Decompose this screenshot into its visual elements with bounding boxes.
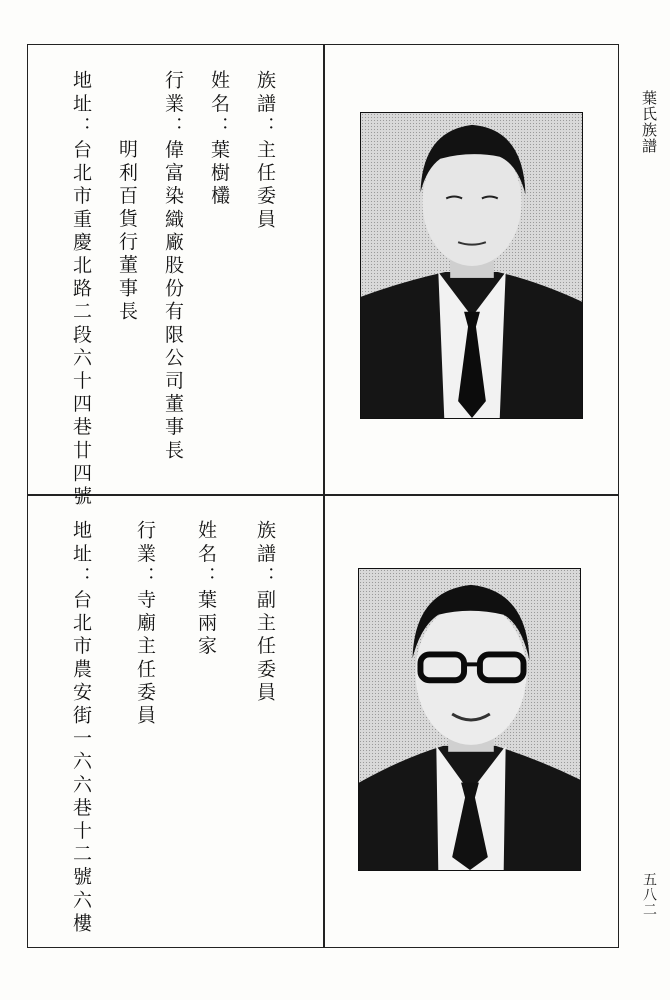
portrait-photo-icon	[361, 113, 582, 418]
row-divider	[27, 494, 619, 496]
entry-2-genealogy: 族譜：副主任委員	[254, 520, 276, 705]
page-number: 五八二	[641, 872, 657, 917]
entry-1-occupation-extra: 明利百貨行董事長	[116, 139, 138, 324]
portrait-photo-1	[360, 112, 583, 419]
column-divider	[323, 44, 325, 948]
entry-1-name: 姓名：葉樹欉	[208, 70, 230, 209]
entry-2-occupation: 行業：寺廟主任委員	[134, 520, 156, 728]
entry-1-address: 地址：台北市重慶北路二段六十四巷廿四號	[70, 70, 92, 509]
entry-1-genealogy: 族譜：主任委員	[254, 70, 276, 232]
running-header: 葉氏族譜	[640, 90, 658, 154]
entry-1-occupation: 行業：偉富染織廠股份有限公司董事長	[162, 70, 184, 463]
portrait-photo-icon	[359, 569, 580, 870]
entry-2-name: 姓名：葉兩家	[195, 520, 217, 659]
entry-2-address: 地址：台北市農安街一六六巷十二號六樓	[70, 520, 92, 936]
portrait-photo-2	[358, 568, 581, 871]
